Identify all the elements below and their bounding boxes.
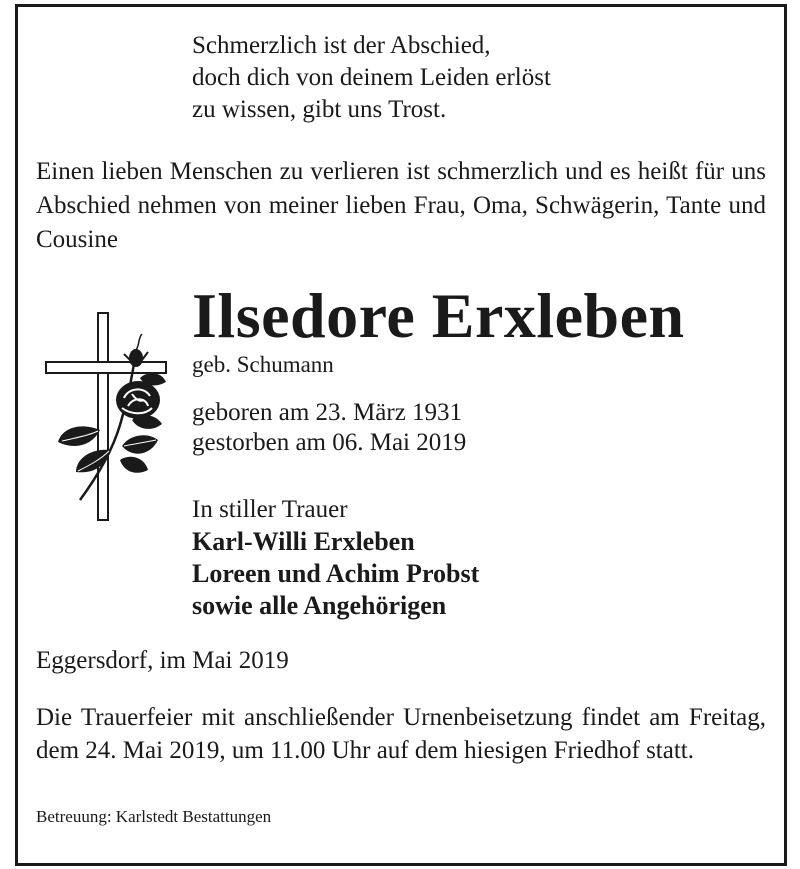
ceremony-text: Die Trauerfeier mit anschließender Urnenbeisetzung findet am Freitag, dem 24. Mai 2019, um 11.00 Uhr auf dem hiesigen Friedhof statt. xyxy=(36,704,766,764)
mourners-heading: In stiller Trauer xyxy=(192,496,348,523)
poem-line-1: Schmerzlich ist der Abschied, xyxy=(192,32,491,59)
undertaker-credit: Betreuung: Karlstedt Bestattungen xyxy=(36,807,272,826)
place-date: Eggersdorf, im Mai 2019 xyxy=(36,647,289,674)
intro-text: Einen lieben Menschen zu verlieren ist schmerzlich und es heißt für uns Abschied nehmen von meiner lieben Frau, Oma, Schwägerin, Tante und Cousine xyxy=(36,158,766,253)
mourner-name-1: Karl-Willi Erxleben xyxy=(192,527,415,556)
poem-line-3: zu wissen, gibt uns Trost. xyxy=(192,96,447,123)
maiden-name: geb. Schumann xyxy=(192,352,334,377)
poem xyxy=(192,30,551,126)
death-date: gestorben am 06. Mai 2019 xyxy=(192,429,467,456)
intro-paragraph xyxy=(36,155,766,257)
life-dates xyxy=(192,398,466,458)
deceased-name: Ilsedore Erxleben xyxy=(192,280,685,351)
cross-with-rose-icon xyxy=(40,310,175,525)
poem-line-2: doch dich von deinem Leiden erlöst xyxy=(192,64,551,91)
mourner-name-2: Loreen und Achim Probst xyxy=(192,559,480,588)
mourners-block xyxy=(192,494,479,622)
ceremony-paragraph xyxy=(36,701,766,767)
mourner-name-3: sowie alle Angehörigen xyxy=(192,591,447,620)
birth-date: geboren am 23. März 1931 xyxy=(192,399,463,426)
